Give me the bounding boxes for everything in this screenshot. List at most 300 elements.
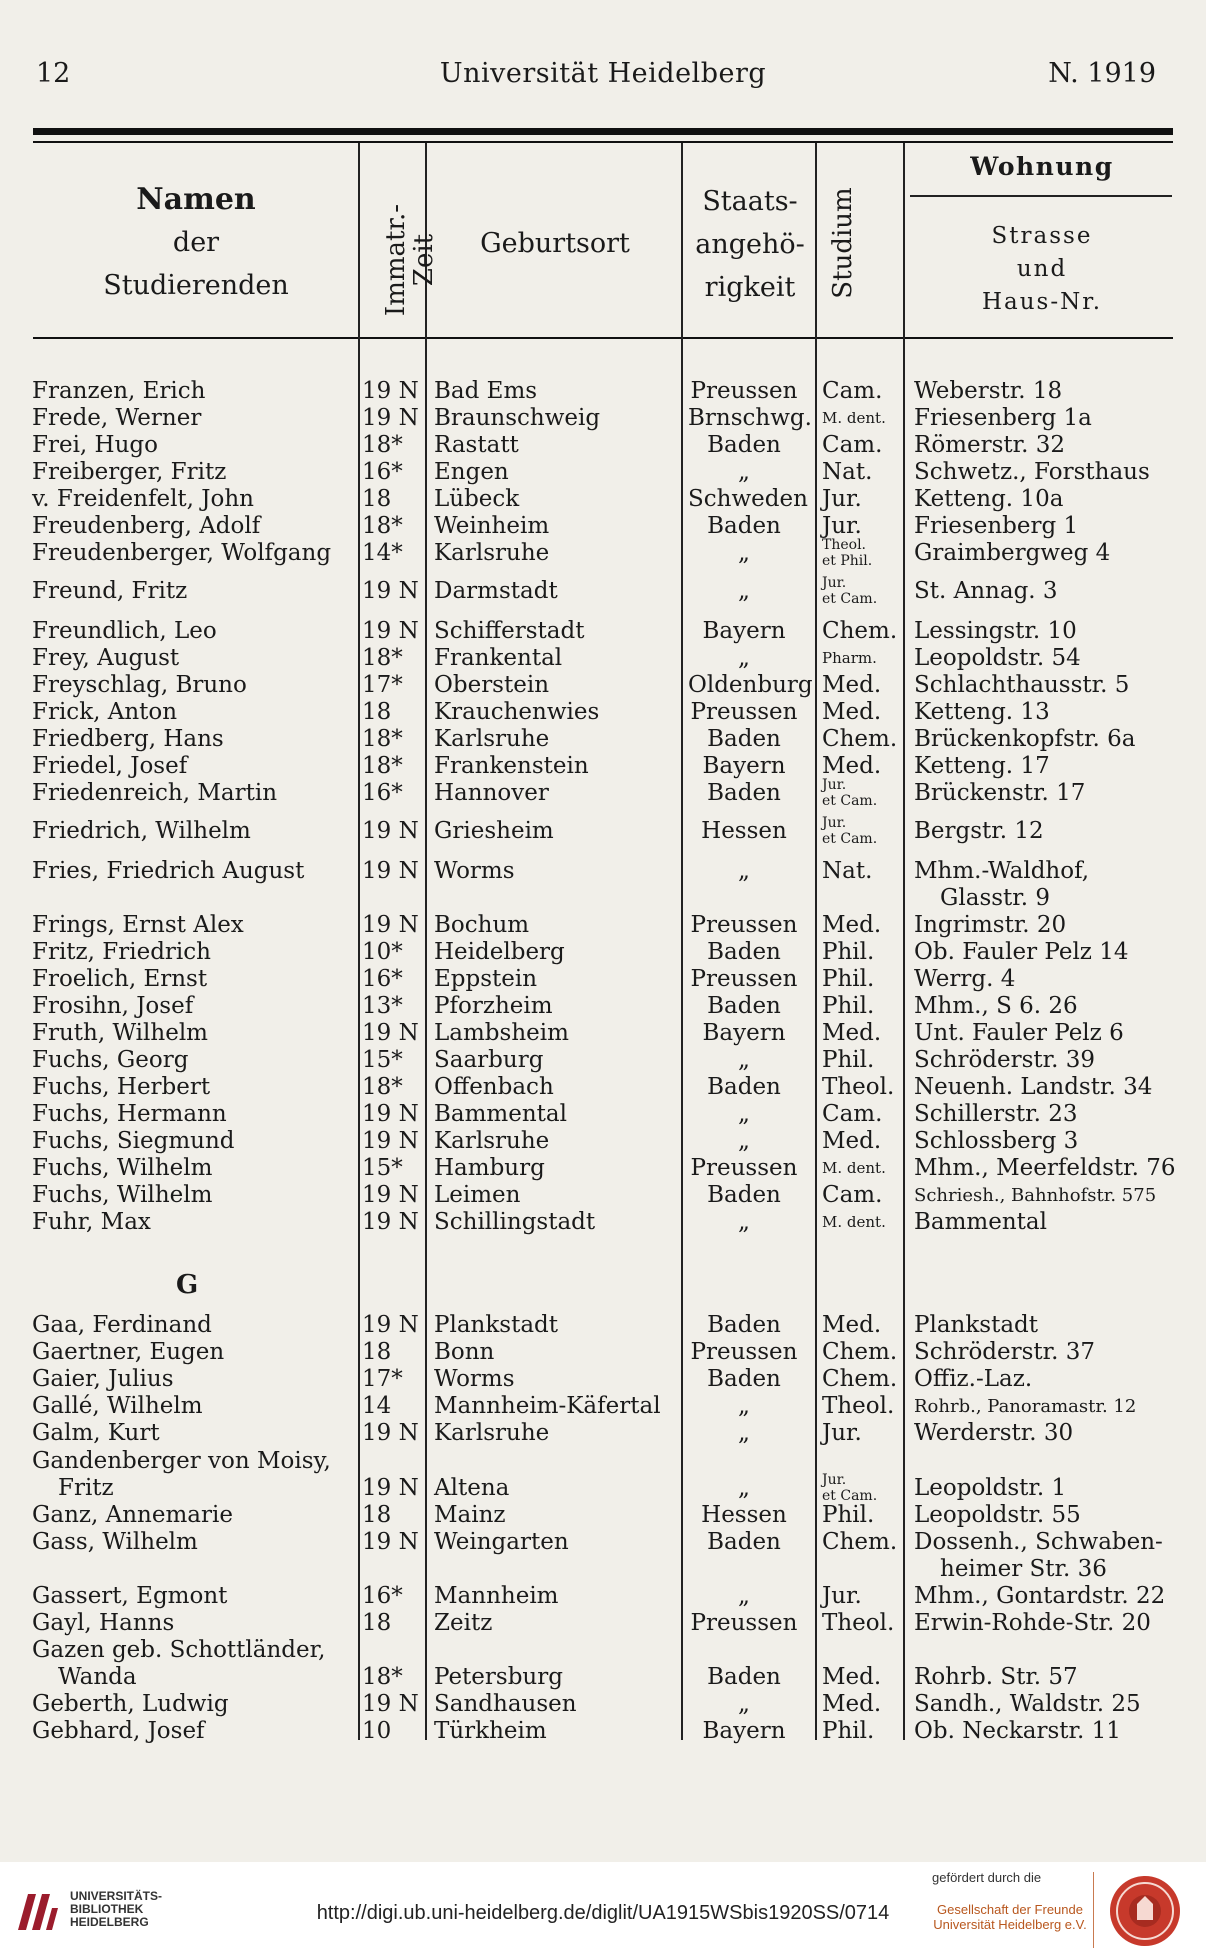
row-stud: Chem. <box>822 1366 898 1392</box>
row-stud-part: et Phil. <box>822 553 873 569</box>
row-geb: Bad Ems <box>434 378 538 404</box>
row-imm: 19 N <box>362 578 419 604</box>
column-divider <box>358 143 360 1740</box>
footer-bar <box>0 1862 1206 1954</box>
row-wo: Ob. Fauler Pelz 14 <box>914 939 1129 965</box>
row-stud-part: et Cam. <box>822 1488 878 1504</box>
row-geb: Offenbach <box>434 1074 554 1100</box>
row-stud: Med. <box>822 672 882 698</box>
row-geb: Eppstein <box>434 966 538 992</box>
row-wo: Erwin-Rohde-Str. 20 <box>914 1610 1151 1636</box>
row-name: Galm, Kurt <box>32 1420 160 1446</box>
row-stud <box>822 777 877 809</box>
row-st: „ <box>738 645 750 671</box>
row-wo: Leopoldstr. 1 <box>914 1475 1067 1501</box>
row-stud <box>822 1472 877 1504</box>
row-st: Baden <box>707 1529 781 1555</box>
row-stud: Chem. <box>822 726 898 752</box>
row-geb: Karlsruhe <box>434 1128 550 1154</box>
library-name-line2: BIBLIOTHEK <box>70 1902 144 1916</box>
header-immatr-line1: Immatr.- <box>381 203 411 317</box>
row-wo: Rohrb. Str. 57 <box>914 1664 1078 1690</box>
row-geb: Mainz <box>434 1502 506 1528</box>
section-letter-g: G <box>176 1270 199 1300</box>
page-title: Universität Heidelberg <box>439 58 767 89</box>
row-geb: Petersburg <box>434 1664 563 1690</box>
column-divider <box>815 143 817 1740</box>
row-wo: Mhm., Meerfeldstr. 76 <box>914 1155 1176 1181</box>
row-wo: Brückenstr. 17 <box>914 780 1086 806</box>
row-imm: 19 N <box>362 1529 419 1555</box>
row-wo: Weberstr. 18 <box>914 378 1063 404</box>
row-wo: Ob. Neckarstr. 11 <box>914 1718 1121 1744</box>
header-strasse-line2: und <box>1016 256 1068 282</box>
row-wo: Ketteng. 13 <box>914 699 1050 725</box>
row-st: „ <box>738 540 750 566</box>
row-imm: 10* <box>362 939 403 965</box>
column-header-staats <box>685 180 815 309</box>
row-imm: 19 N <box>362 818 419 844</box>
row-stud: Med. <box>822 1691 882 1717</box>
row-geb: Rastatt <box>434 432 519 458</box>
header-strasse-line1: Strasse <box>991 223 1093 249</box>
row-stud: Phil. <box>822 1502 875 1528</box>
row-imm: 17* <box>362 672 403 698</box>
row-imm: 18 <box>362 1610 392 1636</box>
header-staats-line1: Staats- <box>702 186 798 217</box>
column-header-rule <box>33 337 1173 339</box>
row-st: Baden <box>707 726 781 752</box>
row-name: Frings, Ernst Alex <box>32 912 244 938</box>
row-geb: Worms <box>434 858 515 884</box>
row-geb: Engen <box>434 459 509 485</box>
row-name: Geberth, Ludwig <box>32 1691 229 1717</box>
row-imm: 17* <box>362 1366 403 1392</box>
row-name-cont: Fritz <box>58 1475 114 1501</box>
row-geb: Leimen <box>434 1182 521 1208</box>
row-imm: 19 N <box>362 1312 419 1338</box>
row-geb: Schifferstadt <box>434 618 585 644</box>
row-stud: Theol. <box>822 1393 895 1419</box>
row-stud: Jur. <box>822 513 862 539</box>
sponsor-label: gefördert durch die <box>932 1870 1042 1885</box>
row-wo: Brückenkopfstr. 6a <box>914 726 1136 752</box>
row-st: Preussen <box>690 378 798 404</box>
row-stud: Phil. <box>822 993 875 1019</box>
page-number: 12 <box>36 58 71 89</box>
row-wo: Schillerstr. 23 <box>914 1101 1078 1127</box>
row-name: Frick, Anton <box>32 699 178 725</box>
row-imm: 19 N <box>362 858 419 884</box>
header-namen-line2: der <box>172 227 220 258</box>
row-stud <box>822 575 877 607</box>
row-geb: Lübeck <box>434 486 520 512</box>
row-name: Fruth, Wilhelm <box>32 1020 208 1046</box>
row-name: Fries, Friedrich August <box>32 858 305 884</box>
row-geb: Türkheim <box>434 1718 547 1744</box>
row-wo: Schriesh., Bahnhofstr. 575 <box>914 1185 1157 1206</box>
row-imm: 19 N <box>362 1420 419 1446</box>
row-imm: 18 <box>362 1339 392 1365</box>
row-st: Bayern <box>702 618 786 644</box>
row-st: „ <box>738 1209 750 1235</box>
row-name: Fuchs, Wilhelm <box>32 1182 213 1208</box>
row-name: Gayl, Hanns <box>32 1610 175 1636</box>
row-wo: Friesenberg 1a <box>914 405 1092 431</box>
row-stud: Med. <box>822 912 882 938</box>
header-rule-thick <box>33 128 1173 135</box>
header-staats-line3: rigkeit <box>704 272 796 303</box>
row-stud: Nat. <box>822 858 873 884</box>
row-st: Baden <box>707 993 781 1019</box>
row-geb: Darmstadt <box>434 578 558 604</box>
row-st: Baden <box>707 1074 781 1100</box>
row-stud-part: Jur. <box>822 1472 847 1488</box>
row-name: Fuhr, Max <box>32 1209 151 1235</box>
row-imm: 18* <box>362 645 403 671</box>
row-stud: Cam. <box>822 432 883 458</box>
row-st: Baden <box>707 939 781 965</box>
row-name: Frede, Werner <box>32 405 202 431</box>
row-name: Fritz, Friedrich <box>32 939 211 965</box>
header-namen-line3: Studierenden <box>103 270 289 301</box>
row-geb: Braunschweig <box>434 405 601 431</box>
column-header-wohnung: Wohnung <box>970 152 1114 181</box>
row-wo: Unt. Fauler Pelz 6 <box>914 1020 1124 1046</box>
row-imm: 16* <box>362 966 403 992</box>
row-geb: Mannheim-Käfertal <box>434 1393 661 1419</box>
row-imm: 18* <box>362 1664 403 1690</box>
row-geb: Karlsruhe <box>434 540 550 566</box>
row-geb: Pforzheim <box>434 993 553 1019</box>
header-namen-line1: Namen <box>136 182 256 217</box>
row-st: Bayern <box>702 1718 786 1744</box>
row-imm: 15* <box>362 1155 403 1181</box>
row-name: Gandenberger von Moisy, <box>32 1448 331 1474</box>
row-st: „ <box>738 459 750 485</box>
row-st: „ <box>738 1101 750 1127</box>
row-stud: Phil. <box>822 1047 875 1073</box>
row-imm: 16* <box>362 780 403 806</box>
row-name: Gaier, Julius <box>32 1366 174 1392</box>
row-st: Baden <box>707 1312 781 1338</box>
sponsor-name-line2: Universität Heidelberg e.V. <box>933 1917 1087 1932</box>
row-wo: Lessingstr. 10 <box>914 618 1077 644</box>
row-imm: 19 N <box>362 1101 419 1127</box>
row-wohnung-cont: heimer Str. 36 <box>940 1556 1107 1582</box>
row-geb: Mannheim <box>434 1583 559 1609</box>
row-st: Baden <box>707 1182 781 1208</box>
row-name: Freiberger, Fritz <box>32 459 227 485</box>
row-imm: 19 N <box>362 405 419 431</box>
row-name: Freyschlag, Bruno <box>32 672 247 698</box>
row-geb: Heidelberg <box>434 939 565 965</box>
row-name: Friedel, Josef <box>32 753 188 779</box>
row-imm: 19 N <box>362 1475 419 1501</box>
row-stud-part: Jur. <box>822 575 847 591</box>
row-imm: 18* <box>362 513 403 539</box>
row-geb: Altena <box>434 1475 510 1501</box>
row-name: Fuchs, Georg <box>32 1047 189 1073</box>
row-imm: 15* <box>362 1047 403 1073</box>
row-geb: Bammental <box>434 1101 567 1127</box>
row-name: Freund, Fritz <box>32 578 188 604</box>
row-wo: Werderstr. 30 <box>914 1420 1074 1446</box>
row-stud-part: Jur. <box>822 777 847 793</box>
row-geb: Krauchenwies <box>434 699 600 725</box>
row-stud: M. dent. <box>822 409 886 427</box>
row-stud: M. dent. <box>822 1159 886 1177</box>
row-st: Baden <box>707 780 781 806</box>
row-imm: 19 N <box>362 912 419 938</box>
row-name-cont: Wanda <box>58 1664 137 1690</box>
row-st: „ <box>738 1420 750 1446</box>
row-name: Friedberg, Hans <box>32 726 224 752</box>
row-st: „ <box>738 1691 750 1717</box>
row-stud: Med. <box>822 753 882 779</box>
row-imm: 13* <box>362 993 403 1019</box>
issue-number: N. 1919 <box>1048 58 1156 89</box>
row-stud-part: Jur. <box>822 815 847 831</box>
row-name: Freudenberg, Adolf <box>32 513 261 539</box>
row-wo: Sandh., Waldstr. 25 <box>914 1691 1141 1717</box>
row-geb: Hannover <box>434 780 549 806</box>
row-name: Fuchs, Herbert <box>32 1074 211 1100</box>
row-stud: Med. <box>822 1664 882 1690</box>
row-stud: Jur. <box>822 486 862 512</box>
row-stud: Phil. <box>822 1718 875 1744</box>
column-header-strasse <box>912 220 1172 319</box>
row-geb: Karlsruhe <box>434 726 550 752</box>
row-wo: Ketteng. 17 <box>914 753 1050 779</box>
row-stud-part: Theol. <box>822 537 866 553</box>
row-stud: M. dent. <box>822 1213 886 1231</box>
row-wo: Schwetz., Forsthaus <box>914 459 1150 485</box>
row-st: Hessen <box>701 818 787 844</box>
row-st: Baden <box>707 432 781 458</box>
column-header-geburtsort: Geburtsort <box>480 228 630 259</box>
row-geb: Frankenstein <box>434 753 589 779</box>
row-geb: Griesheim <box>434 818 554 844</box>
row-wo: Neuenh. Landstr. 34 <box>914 1074 1153 1100</box>
row-geb: Bonn <box>434 1339 495 1365</box>
row-name: Gebhard, Josef <box>32 1718 205 1744</box>
row-st: Schweden <box>688 486 808 512</box>
row-stud <box>822 537 872 569</box>
row-imm: 19 N <box>362 1209 419 1235</box>
row-st: Preussen <box>690 699 798 725</box>
row-stud: Jur. <box>822 1583 862 1609</box>
row-imm: 18* <box>362 432 403 458</box>
row-stud: Med. <box>822 699 882 725</box>
row-geb: Plankstadt <box>434 1312 559 1338</box>
row-stud-part: et Cam. <box>822 831 878 847</box>
row-name: Fuchs, Siegmund <box>32 1128 235 1154</box>
row-name: Froelich, Ernst <box>32 966 208 992</box>
column-header-studium: Studium <box>828 187 858 299</box>
row-name: Fuchs, Wilhelm <box>32 1155 213 1181</box>
row-name: Gassert, Egmont <box>32 1583 228 1609</box>
row-stud: Med. <box>822 1128 882 1154</box>
row-geb: Frankental <box>434 645 563 671</box>
row-geb: Weinheim <box>434 513 550 539</box>
column-divider <box>903 143 905 1740</box>
row-st: Preussen <box>690 912 798 938</box>
row-geb: Weingarten <box>434 1529 569 1555</box>
row-st: Baden <box>707 1366 781 1392</box>
row-stud: Nat. <box>822 459 873 485</box>
row-imm: 19 N <box>362 618 419 644</box>
row-imm: 19 N <box>362 378 419 404</box>
row-wo: Plankstadt <box>914 1312 1039 1338</box>
row-st: „ <box>738 858 750 884</box>
row-stud: Med. <box>822 1312 882 1338</box>
row-geb: Worms <box>434 1366 515 1392</box>
row-imm: 18* <box>362 726 403 752</box>
row-name: Freundlich, Leo <box>32 618 217 644</box>
row-st: „ <box>738 1128 750 1154</box>
row-st: „ <box>738 578 750 604</box>
row-stud: Phil. <box>822 966 875 992</box>
row-st: Baden <box>707 513 781 539</box>
row-name: Gass, Wilhelm <box>32 1529 198 1555</box>
wohnung-rule <box>910 195 1172 197</box>
row-name: v. Freidenfelt, John <box>32 486 254 512</box>
row-stud: Theol. <box>822 1610 895 1636</box>
row-wo: Rohrb., Panoramastr. 12 <box>914 1396 1137 1417</box>
row-geb: Zeitz <box>434 1610 493 1636</box>
row-stud-part: et Cam. <box>822 793 878 809</box>
row-st: Preussen <box>690 966 798 992</box>
row-geb: Saarburg <box>434 1047 544 1073</box>
row-st: „ <box>738 1475 750 1501</box>
library-name-line3: HEIDELBERG <box>70 1915 149 1929</box>
row-name: Gazen geb. Schottländer, <box>32 1637 326 1663</box>
row-st: Oldenburg <box>688 672 813 698</box>
row-name: Friedenreich, Martin <box>32 780 278 806</box>
row-wo: Werrg. 4 <box>914 966 1016 992</box>
row-stud: Phil. <box>822 939 875 965</box>
header-staats-line2: angehö- <box>695 229 805 260</box>
row-imm: 19 N <box>362 1691 419 1717</box>
row-name: Franzen, Erich <box>32 378 206 404</box>
row-name: Gaa, Ferdinand <box>32 1312 212 1338</box>
row-imm: 19 N <box>362 1020 419 1046</box>
row-geb: Oberstein <box>434 672 550 698</box>
row-imm: 18* <box>362 753 403 779</box>
row-wo: Römerstr. 32 <box>914 432 1065 458</box>
row-name: Fuchs, Hermann <box>32 1101 227 1127</box>
row-geb: Lambsheim <box>434 1020 569 1046</box>
row-wo: Offiz.-Laz. <box>914 1366 1033 1392</box>
row-imm: 18 <box>362 486 392 512</box>
row-stud: Cam. <box>822 1182 883 1208</box>
row-stud: Cam. <box>822 1101 883 1127</box>
header-immatr-line2: Zeit <box>409 233 439 287</box>
row-stud: Cam. <box>822 378 883 404</box>
row-st: Preussen <box>690 1610 798 1636</box>
row-stud: Pharm. <box>822 649 877 667</box>
column-header-namen <box>36 178 356 307</box>
row-st: Brnschwg. <box>688 405 812 431</box>
row-geb: Sandhausen <box>434 1691 577 1717</box>
row-wo: Schröderstr. 39 <box>914 1047 1096 1073</box>
row-geb: Hamburg <box>434 1155 545 1181</box>
row-st: „ <box>738 1393 750 1419</box>
row-imm: 14 <box>362 1393 392 1419</box>
row-wo: Ingrimstr. 20 <box>914 912 1067 938</box>
row-name: Freudenberger, Wolfgang <box>32 540 332 566</box>
row-imm: 18* <box>362 1074 403 1100</box>
row-name: Frei, Hugo <box>32 432 158 458</box>
row-wo: Leopoldstr. 55 <box>914 1502 1081 1528</box>
row-imm: 14* <box>362 540 403 566</box>
row-wohnung-cont: Glasstr. 9 <box>940 885 1051 911</box>
row-wo: St. Annag. 3 <box>914 578 1058 604</box>
row-stud: Theol. <box>822 1074 895 1100</box>
sponsor-name <box>930 1902 1090 1932</box>
row-name: Friedrich, Wilhelm <box>32 818 251 844</box>
row-st: „ <box>738 1047 750 1073</box>
row-name: Frey, August <box>32 645 180 671</box>
row-wo: Graimbergweg 4 <box>914 540 1111 566</box>
row-wo: Bergstr. 12 <box>914 818 1044 844</box>
row-stud: Jur. <box>822 1420 862 1446</box>
row-st: Baden <box>707 1664 781 1690</box>
row-wo: Leopoldstr. 54 <box>914 645 1081 671</box>
header-strasse-line3: Haus-Nr. <box>981 289 1103 315</box>
row-wo: Mhm., S 6. 26 <box>914 993 1078 1019</box>
row-imm: 19 N <box>362 1128 419 1154</box>
row-st: Hessen <box>701 1502 787 1528</box>
row-geb: Schillingstadt <box>434 1209 596 1235</box>
row-wo: Mhm.-Waldhof, <box>914 858 1090 884</box>
row-wo: Mhm., Gontardstr. 22 <box>914 1583 1166 1609</box>
row-imm: 18 <box>362 699 392 725</box>
row-wo: Schlossberg 3 <box>914 1128 1079 1154</box>
row-stud: Med. <box>822 1020 882 1046</box>
row-st: Bayern <box>702 753 786 779</box>
row-imm: 10 <box>362 1718 392 1744</box>
row-stud: Chem. <box>822 1339 898 1365</box>
row-imm: 16* <box>362 459 403 485</box>
row-name: Ganz, Annemarie <box>32 1502 233 1528</box>
column-divider <box>425 143 427 1740</box>
column-divider <box>681 143 683 1740</box>
row-imm: 19 N <box>362 1182 419 1208</box>
row-stud <box>822 815 877 847</box>
sponsor-name-line1: Gesellschaft der Freunde <box>937 1902 1083 1917</box>
row-st: Preussen <box>690 1155 798 1181</box>
row-stud: Chem. <box>822 1529 898 1555</box>
header-rule-thin <box>33 141 1173 143</box>
row-wo: Schröderstr. 37 <box>914 1339 1096 1365</box>
row-wo: Ketteng. 10a <box>914 486 1064 512</box>
row-wo: Friesenberg 1 <box>914 513 1079 539</box>
row-wo: Bammental <box>914 1209 1047 1235</box>
row-geb: Karlsruhe <box>434 1420 550 1446</box>
row-imm: 16* <box>362 1583 403 1609</box>
row-st: Preussen <box>690 1339 798 1365</box>
library-name-line1: UNIVERSITÄTS- <box>70 1889 163 1903</box>
row-stud: Chem. <box>822 618 898 644</box>
row-geb: Bochum <box>434 912 530 938</box>
row-imm: 18 <box>362 1502 392 1528</box>
row-stud-part: et Cam. <box>822 591 878 607</box>
row-wo: Schlachthausstr. 5 <box>914 672 1130 698</box>
permalink-url[interactable]: http://digi.ub.uni-heidelberg.de/diglit/UA1915WSbis1920SS/0714 <box>316 1902 890 1924</box>
row-name: Frosihn, Josef <box>32 993 194 1019</box>
